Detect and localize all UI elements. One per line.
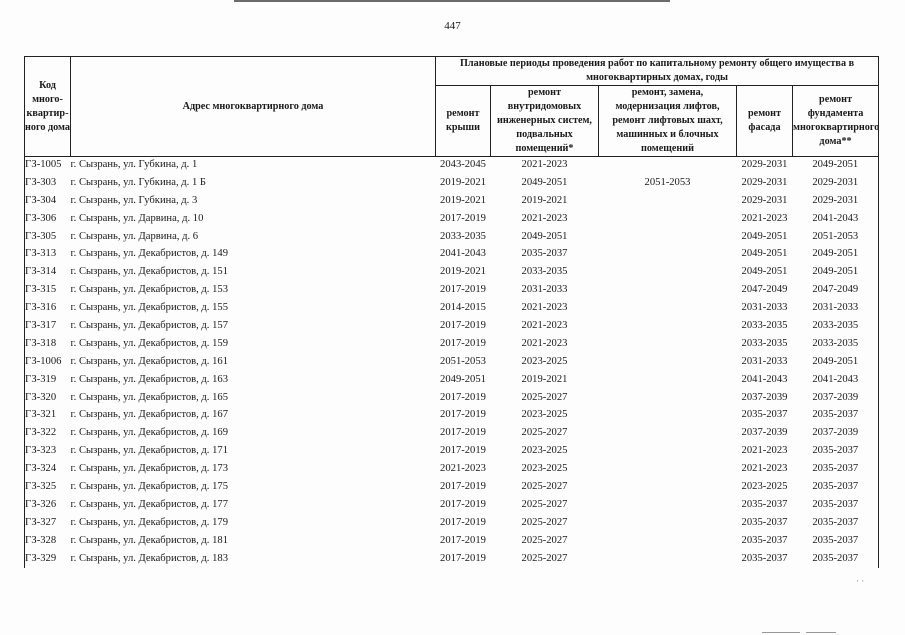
cell-address: г. Сызрань, ул. Губкина, д. 3: [70, 194, 198, 206]
cell-foundation: 2049-2051: [793, 264, 879, 282]
cell-roof: 2017-2019: [440, 409, 486, 421]
cell-roof: 2017-2019: [440, 427, 486, 439]
cell-address: г. Сызрань, ул. Дарвина, д. 10: [70, 212, 204, 224]
cell-code: ГЗ-328: [25, 533, 71, 551]
cell-lifts: [599, 390, 737, 408]
cell-lifts: [599, 407, 737, 425]
cell-roof: 2043-2045: [440, 159, 486, 170]
cell-systems: 2021-2023: [521, 337, 568, 349]
cell-systems: 2025-2027: [521, 391, 568, 403]
cell-facade: 2041-2043: [741, 373, 788, 385]
cell-foundation: 2035-2037: [793, 407, 879, 425]
cell-facade: 2035-2037: [741, 534, 788, 546]
cell-roof: 2019-2021: [440, 176, 486, 188]
cell-roof: 2017-2019: [440, 284, 486, 296]
cell-address: г. Сызрань, ул. Декабристов, д. 153: [70, 284, 228, 296]
table-row: [25, 157, 879, 175]
cell-foundation: 2035-2037: [793, 533, 879, 551]
table-row: [25, 425, 879, 443]
cell-systems: 2033-2035: [521, 266, 568, 278]
cell-code: ГЗ-325: [25, 479, 71, 497]
table-row: [25, 193, 879, 211]
cell-lifts: [599, 515, 737, 533]
cell-systems: 2023-2025: [521, 445, 568, 457]
cell-roof: 2021-2023: [440, 463, 486, 475]
cell-address: г. Сызрань, ул. Декабристов, д. 157: [70, 320, 228, 332]
cell-systems: 2031-2033: [521, 284, 568, 296]
table-row: [25, 354, 879, 372]
header-roof: ремонт крыши: [436, 86, 491, 157]
cell-systems: 2021-2023: [521, 320, 568, 332]
cell-lifts: [599, 354, 737, 372]
cell-systems: 2023-2025: [521, 409, 568, 421]
cell-systems: 2019-2021: [521, 194, 568, 206]
table-row: [25, 479, 879, 497]
cell-facade: 2029-2031: [741, 194, 788, 206]
cell-code: ГЗ-320: [25, 390, 71, 408]
cell-foundation: 2035-2037: [793, 443, 879, 461]
cell-roof: 2049-2051: [440, 373, 486, 385]
cell-code: ГЗ-326: [25, 497, 71, 515]
cell-foundation: 2035-2037: [793, 515, 879, 533]
table-row: [25, 551, 879, 569]
table-row: [25, 443, 879, 461]
scan-bottom-mark: [806, 632, 836, 633]
cell-roof: 2033-2035: [440, 230, 486, 242]
cell-systems: 2025-2027: [521, 516, 568, 528]
cell-address: г. Сызрань, ул. Дарвина, д. 6: [70, 230, 199, 242]
cell-foundation: 2049-2051: [793, 246, 879, 264]
cell-code: ГЗ-1005: [25, 157, 71, 175]
cell-address: г. Сызрань, ул. Губкина, д. 1: [70, 159, 198, 170]
table-row: [25, 229, 879, 247]
cell-code: ГЗ-323: [25, 443, 71, 461]
table-row: [25, 282, 879, 300]
cell-address: г. Сызрань, ул. Губкина, д. 1 Б: [70, 176, 206, 188]
cell-lifts: [599, 533, 737, 551]
table-row: [25, 533, 879, 551]
scan-bottom-mark: [762, 632, 800, 633]
cell-facade: 2021-2023: [741, 212, 788, 224]
cell-address: г. Сызрань, ул. Декабристов, д. 175: [70, 481, 228, 493]
cell-code: ГЗ-313: [25, 246, 71, 264]
cell-address: г. Сызрань, ул. Декабристов, д. 173: [70, 463, 228, 475]
cell-systems: 2049-2051: [521, 176, 568, 188]
cell-code: ГЗ-324: [25, 461, 71, 479]
cell-lifts: [599, 157, 737, 175]
header-lifts: ремонт, замена, модернизация лифтов, ремонт лифтовых шахт, машинных и блочных помещений: [599, 86, 737, 157]
cell-roof: 2017-2019: [440, 534, 486, 546]
cell-lifts: [599, 229, 737, 247]
cell-systems: 2025-2027: [521, 552, 568, 564]
cell-lifts: [599, 246, 737, 264]
cell-address: г. Сызрань, ул. Декабристов, д. 179: [70, 516, 228, 528]
header-facade: ремонт фасада: [737, 86, 793, 157]
cell-code: ГЗ-314: [25, 264, 71, 282]
cell-lifts: [599, 264, 737, 282]
cell-facade: 2037-2039: [741, 391, 788, 403]
cell-facade: 2033-2035: [741, 320, 788, 332]
table-row: [25, 390, 879, 408]
cell-code: ГЗ-329: [25, 551, 71, 569]
cell-systems: 2035-2037: [521, 248, 568, 260]
header-systems: ремонт внутридомовых инженерных систем, подвальных помещений*: [491, 86, 599, 157]
cell-address: г. Сызрань, ул. Декабристов, д. 151: [70, 266, 228, 278]
cell-facade: 2029-2031: [741, 159, 788, 170]
cell-address: г. Сызрань, ул. Декабристов, д. 149: [70, 248, 228, 260]
header-periods: Плановые периоды проведения работ по капитальному ремонту общего имущества в многоквартирных домах, годы: [436, 57, 879, 86]
cell-roof: 2017-2019: [440, 498, 486, 510]
cell-code: ГЗ-1006: [25, 354, 71, 372]
cell-foundation: 2035-2037: [793, 479, 879, 497]
cell-systems: 2021-2023: [521, 302, 568, 314]
cell-roof: 2017-2019: [440, 337, 486, 349]
cell-roof: 2017-2019: [440, 445, 486, 457]
cell-lifts: [599, 300, 737, 318]
cell-code: ГЗ-322: [25, 425, 71, 443]
cell-roof: 2051-2053: [440, 355, 486, 367]
table-body: [25, 157, 879, 569]
cell-systems: 2025-2027: [521, 498, 568, 510]
cell-code: ГЗ-303: [25, 175, 71, 193]
cell-facade: 2049-2051: [741, 248, 788, 260]
header-code: Код много-квартир-ного дома: [25, 57, 71, 157]
cell-facade: 2049-2051: [741, 266, 788, 278]
cell-foundation: 2041-2043: [793, 211, 879, 229]
cell-code: ГЗ-316: [25, 300, 71, 318]
cell-roof: 2017-2019: [440, 391, 486, 403]
cell-lifts: [599, 425, 737, 443]
cell-roof: 2019-2021: [440, 266, 486, 278]
cell-roof: 2014-2015: [440, 302, 486, 314]
table-row: [25, 264, 879, 282]
table-row: [25, 407, 879, 425]
cell-facade: 2035-2037: [741, 516, 788, 528]
cell-address: г. Сызрань, ул. Декабристов, д. 161: [70, 355, 228, 367]
cell-foundation: 2033-2035: [793, 336, 879, 354]
cell-foundation: 2035-2037: [793, 497, 879, 515]
scan-mark: · ·: [856, 576, 865, 586]
cell-address: г. Сызрань, ул. Декабристов, д. 159: [70, 337, 228, 349]
cell-foundation: 2049-2051: [793, 157, 879, 175]
cell-systems: 2023-2025: [521, 463, 568, 475]
cell-lifts: [599, 497, 737, 515]
cell-lifts: [599, 479, 737, 497]
cell-roof: 2017-2019: [440, 516, 486, 528]
cell-facade: 2049-2051: [741, 230, 788, 242]
cell-roof: 2019-2021: [440, 194, 486, 206]
cell-foundation: 2033-2035: [793, 318, 879, 336]
cell-roof: 2017-2019: [440, 481, 486, 493]
cell-lifts: [599, 372, 737, 390]
cell-address: г. Сызрань, ул. Декабристов, д. 165: [70, 391, 228, 403]
scan-top-border: [234, 0, 670, 2]
cell-systems: 2021-2023: [521, 212, 568, 224]
cell-foundation: 2035-2037: [793, 551, 879, 569]
cell-systems: 2025-2027: [521, 427, 568, 439]
cell-facade: 2047-2049: [741, 284, 788, 296]
table-row: [25, 372, 879, 390]
cell-address: г. Сызрань, ул. Декабристов, д. 171: [70, 445, 228, 457]
cell-code: ГЗ-327: [25, 515, 71, 533]
cell-lifts: 2051-2053: [644, 176, 691, 188]
cell-facade: 2037-2039: [741, 427, 788, 439]
cell-foundation: 2031-2033: [793, 300, 879, 318]
cell-foundation: 2029-2031: [793, 175, 879, 193]
cell-foundation: 2035-2037: [793, 461, 879, 479]
table-row: [25, 515, 879, 533]
cell-facade: 2021-2023: [741, 445, 788, 457]
header-address: Адрес многоквартирного дома: [71, 57, 436, 157]
table-row: [25, 211, 879, 229]
cell-code: ГЗ-319: [25, 372, 71, 390]
table-row: [25, 300, 879, 318]
cell-systems: 2019-2021: [521, 373, 568, 385]
table-row: [25, 497, 879, 515]
header-foundation: ремонт фундамента многоквартирного дома**: [793, 86, 879, 157]
cell-lifts: [599, 318, 737, 336]
cell-roof: 2017-2019: [440, 212, 486, 224]
cell-roof: 2041-2043: [440, 248, 486, 260]
cell-foundation: 2029-2031: [793, 193, 879, 211]
cell-facade: 2031-2033: [741, 355, 788, 367]
cell-foundation: 2037-2039: [793, 390, 879, 408]
cell-facade: 2033-2035: [741, 337, 788, 349]
cell-facade: 2021-2023: [741, 463, 788, 475]
cell-lifts: [599, 211, 737, 229]
cell-lifts: [599, 443, 737, 461]
cell-code: ГЗ-306: [25, 211, 71, 229]
cell-foundation: 2047-2049: [793, 282, 879, 300]
cell-facade: 2029-2031: [741, 176, 788, 188]
cell-systems: 2023-2025: [521, 355, 568, 367]
cell-code: ГЗ-321: [25, 407, 71, 425]
table-row: [25, 175, 879, 193]
cell-address: г. Сызрань, ул. Декабристов, д. 169: [70, 427, 228, 439]
cell-address: г. Сызрань, ул. Декабристов, д. 183: [70, 552, 228, 564]
cell-address: г. Сызрань, ул. Декабристов, д. 155: [70, 302, 228, 314]
cell-address: г. Сызрань, ул. Декабристов, д. 163: [70, 373, 228, 385]
cell-roof: 2017-2019: [440, 552, 486, 564]
cell-foundation: 2051-2053: [793, 229, 879, 247]
table-row: [25, 336, 879, 354]
table-row: [25, 318, 879, 336]
repair-schedule-table: [24, 56, 879, 568]
cell-facade: 2023-2025: [741, 481, 788, 493]
table-row: [25, 246, 879, 264]
cell-lifts: [599, 551, 737, 569]
cell-address: г. Сызрань, ул. Декабристов, д. 167: [70, 409, 228, 421]
cell-address: г. Сызрань, ул. Декабристов, д. 177: [70, 498, 228, 510]
cell-systems: 2049-2051: [521, 230, 568, 242]
cell-foundation: 2037-2039: [793, 425, 879, 443]
cell-systems: 2025-2027: [521, 481, 568, 493]
cell-facade: 2031-2033: [741, 302, 788, 314]
page-number: 447: [444, 20, 461, 32]
cell-facade: 2035-2037: [741, 498, 788, 510]
cell-code: ГЗ-315: [25, 282, 71, 300]
cell-code: ГЗ-317: [25, 318, 71, 336]
cell-systems: 2021-2023: [521, 159, 568, 170]
cell-lifts: [599, 336, 737, 354]
table-row: [25, 461, 879, 479]
cell-lifts: [599, 461, 737, 479]
cell-facade: 2035-2037: [741, 409, 788, 421]
cell-foundation: 2041-2043: [793, 372, 879, 390]
cell-roof: 2017-2019: [440, 320, 486, 332]
cell-facade: 2035-2037: [741, 552, 788, 564]
cell-foundation: 2049-2051: [793, 354, 879, 372]
cell-lifts: [599, 282, 737, 300]
cell-code: ГЗ-305: [25, 229, 71, 247]
cell-lifts: [599, 193, 737, 211]
cell-systems: 2025-2027: [521, 534, 568, 546]
cell-code: ГЗ-318: [25, 336, 71, 354]
cell-address: г. Сызрань, ул. Декабристов, д. 181: [70, 534, 228, 546]
cell-code: ГЗ-304: [25, 193, 71, 211]
